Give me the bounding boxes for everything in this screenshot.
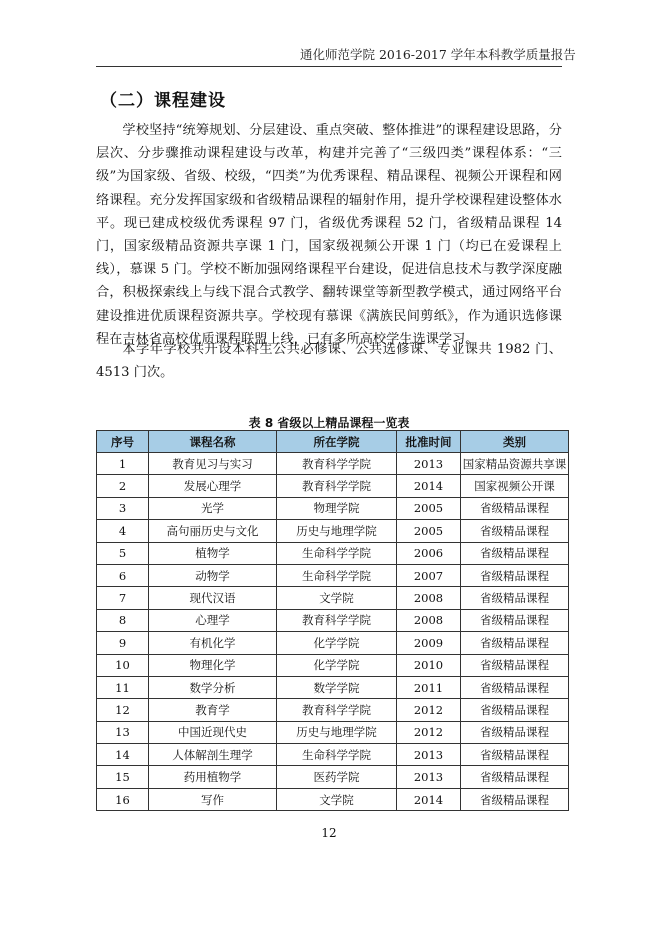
cell-course-name: 植物学 (149, 542, 277, 564)
column-header-index: 序号 (97, 431, 149, 453)
cell-year: 2008 (397, 587, 461, 609)
table-row (97, 676, 569, 698)
body-paragraph-2: 本学年学校共开设本科生公共必修课、公共选修课、专业课共 1982 门、4513 门次。 (96, 342, 562, 381)
cell-category: 省级精品课程 (461, 744, 569, 766)
cell-index: 4 (97, 520, 149, 542)
cell-year: 2008 (397, 609, 461, 631)
table-row (97, 699, 569, 721)
cell-year: 2014 (397, 788, 461, 810)
cell-college: 教育科学学院 (277, 453, 397, 475)
section-title: （二）课程建设 (100, 91, 226, 111)
cell-index: 7 (97, 587, 149, 609)
cell-college: 教育科学学院 (277, 609, 397, 631)
column-header-year: 批准时间 (397, 431, 461, 453)
cell-course-name: 教育见习与实习 (149, 453, 277, 475)
cell-category: 省级精品课程 (461, 788, 569, 810)
cell-index: 9 (97, 632, 149, 654)
cell-year: 2006 (397, 542, 461, 564)
cell-year: 2013 (397, 744, 461, 766)
column-header-course: 课程名称 (149, 431, 277, 453)
cell-category: 国家视频公开课 (461, 475, 569, 497)
cell-college: 化学学院 (277, 654, 397, 676)
cell-category: 省级精品课程 (461, 676, 569, 698)
table-header-row (97, 431, 569, 453)
column-header-category: 类别 (461, 431, 569, 453)
cell-category: 省级精品课程 (461, 497, 569, 519)
cell-year: 2005 (397, 497, 461, 519)
running-head: 通化师范学院 2016-2017 学年本科教学质量报告 (300, 47, 576, 62)
cell-course-name: 现代汉语 (149, 587, 277, 609)
cell-year: 2012 (397, 721, 461, 743)
cell-index: 14 (97, 744, 149, 766)
cell-category: 省级精品课程 (461, 766, 569, 788)
cell-course-name: 物理化学 (149, 654, 277, 676)
cell-year: 2010 (397, 654, 461, 676)
table-row (97, 766, 569, 788)
table-caption: 表 8 省级以上精品课程一览表 (248, 416, 410, 430)
table-row (97, 744, 569, 766)
cell-year: 2014 (397, 475, 461, 497)
body-paragraph-1: 学校坚持“统筹规划、分层建设、重点突破、整体推进”的课程建设思路，分层次、分步骤推动课程建设与改革，构建并完善了“三级四类”课程体系：“三级”为国家级、省级、校级，“四类”为优秀课程、精品课程、视频公开课程和网络课程。充分发挥国家级和省级精品课程的辐射作用，提升学校课程建设整体水平。现已建成校级优秀课程 97 门，省级优秀课程 52 门，省级精品课程 14 门，国家级精品资源共享课 1 门，国家级视频公开课 1 门（均已在爱课程上线），慕课 5 门。学校不断加强网络课程平台建设，促进信息技术与教学深度融合，积极探索线上与线下混合式教学、翻转课堂等新型教学模式，通过网络平台建设推进优质课程资源共享。学校现有慕课《满族民间剪纸》，作为通识选修课程在吉林省高校优质课程联盟上线，已有多所高校学生选课学习。 (96, 123, 562, 347)
table-row (97, 632, 569, 654)
cell-course-name: 写作 (149, 788, 277, 810)
header-rule (96, 66, 562, 67)
cell-course-name: 心理学 (149, 609, 277, 631)
cell-college: 生命科学学院 (277, 744, 397, 766)
cell-course-name: 药用植物学 (149, 766, 277, 788)
cell-year: 2013 (397, 766, 461, 788)
table-row (97, 520, 569, 542)
cell-course-name: 人体解剖生理学 (149, 744, 277, 766)
cell-course-name: 有机化学 (149, 632, 277, 654)
cell-year: 2013 (397, 453, 461, 475)
cell-year: 2007 (397, 564, 461, 586)
cell-college: 教育科学学院 (277, 475, 397, 497)
cell-index: 5 (97, 542, 149, 564)
table-row (97, 475, 569, 497)
table-row (97, 542, 569, 564)
cell-college: 物理学院 (277, 497, 397, 519)
cell-index: 3 (97, 497, 149, 519)
cell-category: 省级精品课程 (461, 564, 569, 586)
cell-index: 10 (97, 654, 149, 676)
cell-year: 2009 (397, 632, 461, 654)
cell-category: 省级精品课程 (461, 654, 569, 676)
cell-course-name: 数学分析 (149, 676, 277, 698)
cell-index: 12 (97, 699, 149, 721)
cell-category: 省级精品课程 (461, 587, 569, 609)
cell-college: 文学院 (277, 788, 397, 810)
cell-index: 13 (97, 721, 149, 743)
cell-college: 文学院 (277, 587, 397, 609)
cell-category: 省级精品课程 (461, 609, 569, 631)
cell-category: 省级精品课程 (461, 721, 569, 743)
cell-course-name: 动物学 (149, 564, 277, 586)
cell-course-name: 教育学 (149, 699, 277, 721)
cell-college: 医药学院 (277, 766, 397, 788)
cell-category: 省级精品课程 (461, 542, 569, 564)
cell-college: 教育科学学院 (277, 699, 397, 721)
table-row (97, 497, 569, 519)
cell-year: 2011 (397, 676, 461, 698)
table-row (97, 788, 569, 810)
table-body (97, 453, 569, 811)
cell-course-name: 中国近现代史 (149, 721, 277, 743)
cell-college: 生命科学学院 (277, 542, 397, 564)
cell-course-name: 光学 (149, 497, 277, 519)
page-number: 12 (321, 826, 337, 840)
table-row (97, 609, 569, 631)
cell-course-name: 高句丽历史与文化 (149, 520, 277, 542)
cell-index: 15 (97, 766, 149, 788)
cell-category: 国家精品资源共享课 (461, 453, 569, 475)
cell-category: 省级精品课程 (461, 699, 569, 721)
cell-index: 8 (97, 609, 149, 631)
table-row (97, 587, 569, 609)
table-row (97, 564, 569, 586)
cell-college: 历史与地理学院 (277, 520, 397, 542)
table-row (97, 721, 569, 743)
table-row (97, 654, 569, 676)
cell-index: 2 (97, 475, 149, 497)
cell-course-name: 发展心理学 (149, 475, 277, 497)
cell-category: 省级精品课程 (461, 632, 569, 654)
cell-college: 数学学院 (277, 676, 397, 698)
cell-college: 历史与地理学院 (277, 721, 397, 743)
cell-year: 2012 (397, 699, 461, 721)
cell-index: 1 (97, 453, 149, 475)
cell-year: 2005 (397, 520, 461, 542)
cell-college: 生命科学学院 (277, 564, 397, 586)
cell-index: 6 (97, 564, 149, 586)
table-row (97, 453, 569, 475)
column-header-college: 所在学院 (277, 431, 397, 453)
cell-college: 化学学院 (277, 632, 397, 654)
cell-category: 省级精品课程 (461, 520, 569, 542)
cell-index: 11 (97, 676, 149, 698)
cell-index: 16 (97, 788, 149, 810)
course-table (96, 430, 569, 811)
